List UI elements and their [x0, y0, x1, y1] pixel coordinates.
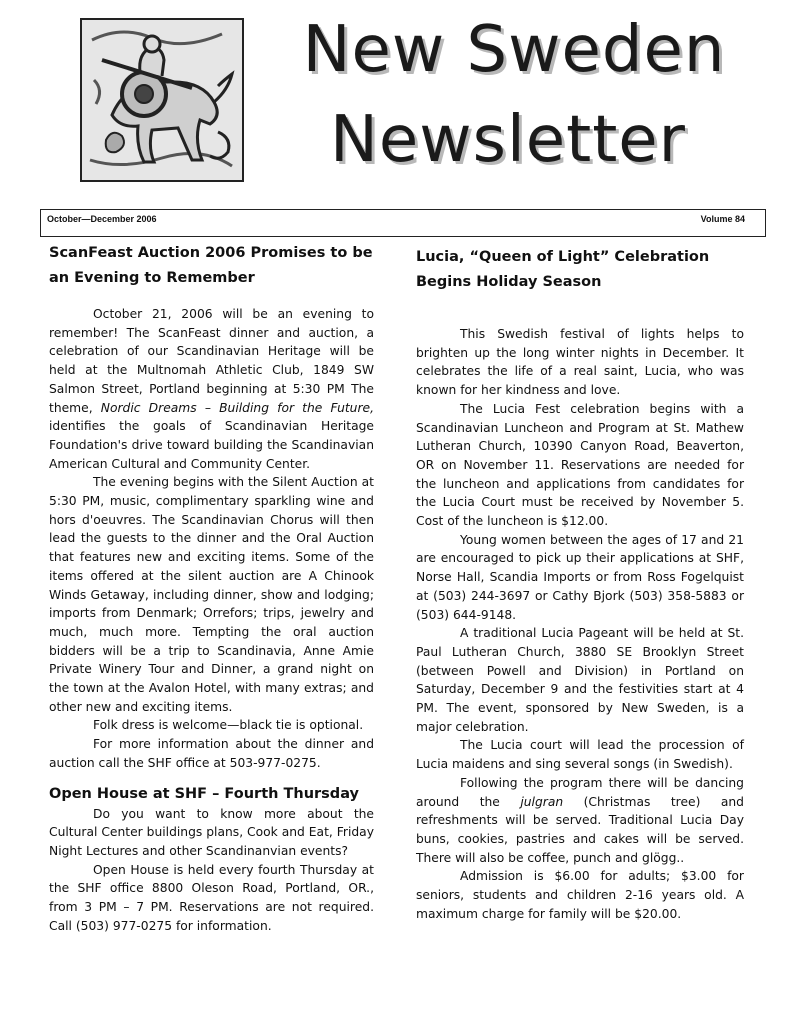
masthead: [258, 8, 758, 182]
viking-horse-illustration: [82, 20, 242, 180]
scanfeast-paragraph-1: [49, 305, 374, 473]
lucia-heading: Lucia, “Queen of Light” Celebration Begins Holiday Season: [416, 249, 710, 290]
lucia-paragraph-3: Young women between the ages of 17 and 21 are encouraged to pick up their applications at SHF, Norse Hall, Scandia Imports or from Ross Fogelquist at (503) 244-3697 or Cathy Bjork (503) 358-5883 or (503) 644-9148.: [416, 532, 744, 622]
masthead-title-line1: New Sweden: [302, 13, 726, 87]
scanfeast-p1-text-a: October 21, 2006 will be an evening to remember! The ScanFeast dinner and auction, a celebration of our Scandinavian Heritage will be held at the Multnomah Athletic Club, 1849 SW Salmon Street, Portland beginning at 5:30 PM The theme,: [49, 307, 374, 415]
scanfeast-paragraph-4: For more information about the dinner and auction call the SHF office at 503-977-0275.: [49, 737, 374, 770]
openhouse-paragraph-1: Do you want to know more about the Cultural Center buildings plans, Cook and Eat, Friday Night Lectures and other Scandinanvian events?: [49, 806, 374, 858]
lucia-paragraph-5: The Lucia court will lead the procession of Lucia maidens and sing several songs (in Swedish).: [416, 738, 744, 772]
viking-rider-logo: [80, 18, 244, 182]
issue-info-bar: [40, 209, 766, 237]
julgran-term: julgran: [520, 794, 564, 809]
openhouse-heading: Open House at SHF – Fourth Thursday: [49, 785, 359, 802]
masthead-title-line2: Newsletter: [330, 103, 686, 177]
left-column: [49, 241, 374, 936]
right-column: [416, 245, 744, 924]
scanfeast-paragraph-3: Folk dress is welcome—black tie is optional.: [93, 718, 364, 733]
lucia-paragraph-1: This Swedish festival of lights helps to brighten up the long winter nights in December. It celebrates the life of a real saint, Lucia, who was known for her kindness and love.: [416, 327, 744, 398]
scanfeast-p1-text-b: identifies the goals of Scandinavian Heritage Foundation's drive toward building the Scandinavian American Cultural and Community Center.: [49, 419, 374, 471]
lucia-paragraph-4: A traditional Lucia Pageant will be held at St. Paul Lutheran Church, 3880 SE Brooklyn Street (between Powell and Division) in Portland on Saturday, December 9 and the festivities start at 4 PM. The event, sponsored by New Sweden, is a major celebration.: [416, 626, 744, 734]
scanfeast-paragraph-2: The evening begins with the Silent Auction at 5:30 PM, music, complimentary sparkling wine and hors d'oeuvres. The Scandinavian Chorus will then lead the guests to the dinner and the Oral Auction that features new and exciting items. Some of the items offered at the silent auction are A Chinook Winds Getaway, including dinner, show and lodging; imports from Denmark; Orrefors; trips, jewelry and much, much more. Tempting the oral auction bidders will be a trip to Scandinavia, Anne Amie Private Winery Tour and Dinner, a grand night on the town at the Avalon Hotel, with many extras; and other new and exciting items.: [49, 475, 374, 714]
lucia-p6-text-b: (Christmas tree) and refreshments will be served. Traditional Lucia Day buns, cookies, pastries and cakes will be served. There will also be coffee, punch and glögg..: [416, 794, 744, 865]
issue-volume: Volume 84: [700, 214, 745, 224]
lucia-paragraph-2: The Lucia Fest celebration begins with a Scandinavian Luncheon and Program at St. Mathew Lutheran Church, 10390 Canyon Road, Beaverton, OR on November 11. Reservations are needed for the luncheon and applications from candidates for the Lucia Court must be received by November 5. Cost of the luncheon is $12.00.: [416, 401, 744, 529]
lucia-p6-text-a: Following the program there will be dancing around the: [416, 775, 744, 809]
lucia-paragraph-6: [416, 774, 744, 868]
lucia-paragraph-7: Admission is $6.00 for adults; $3.00 for seniors, students and children 2-16 years old. A maximum charge for family will be $20.00.: [416, 869, 744, 921]
scanfeast-theme: Nordic Dreams – Building for the Future,: [100, 400, 375, 415]
openhouse-paragraph-2: Open House is held every fourth Thursday at the SHF office 8800 Oleson Road, Portland, OR., from 3 PM – 7 PM. Reservations are not required. Call (503) 977-0275 for information.: [49, 862, 374, 933]
issue-date: October—December 2006: [47, 214, 157, 224]
scanfeast-heading: ScanFeast Auction 2006 Promises to be an Evening to Remember: [49, 245, 373, 286]
